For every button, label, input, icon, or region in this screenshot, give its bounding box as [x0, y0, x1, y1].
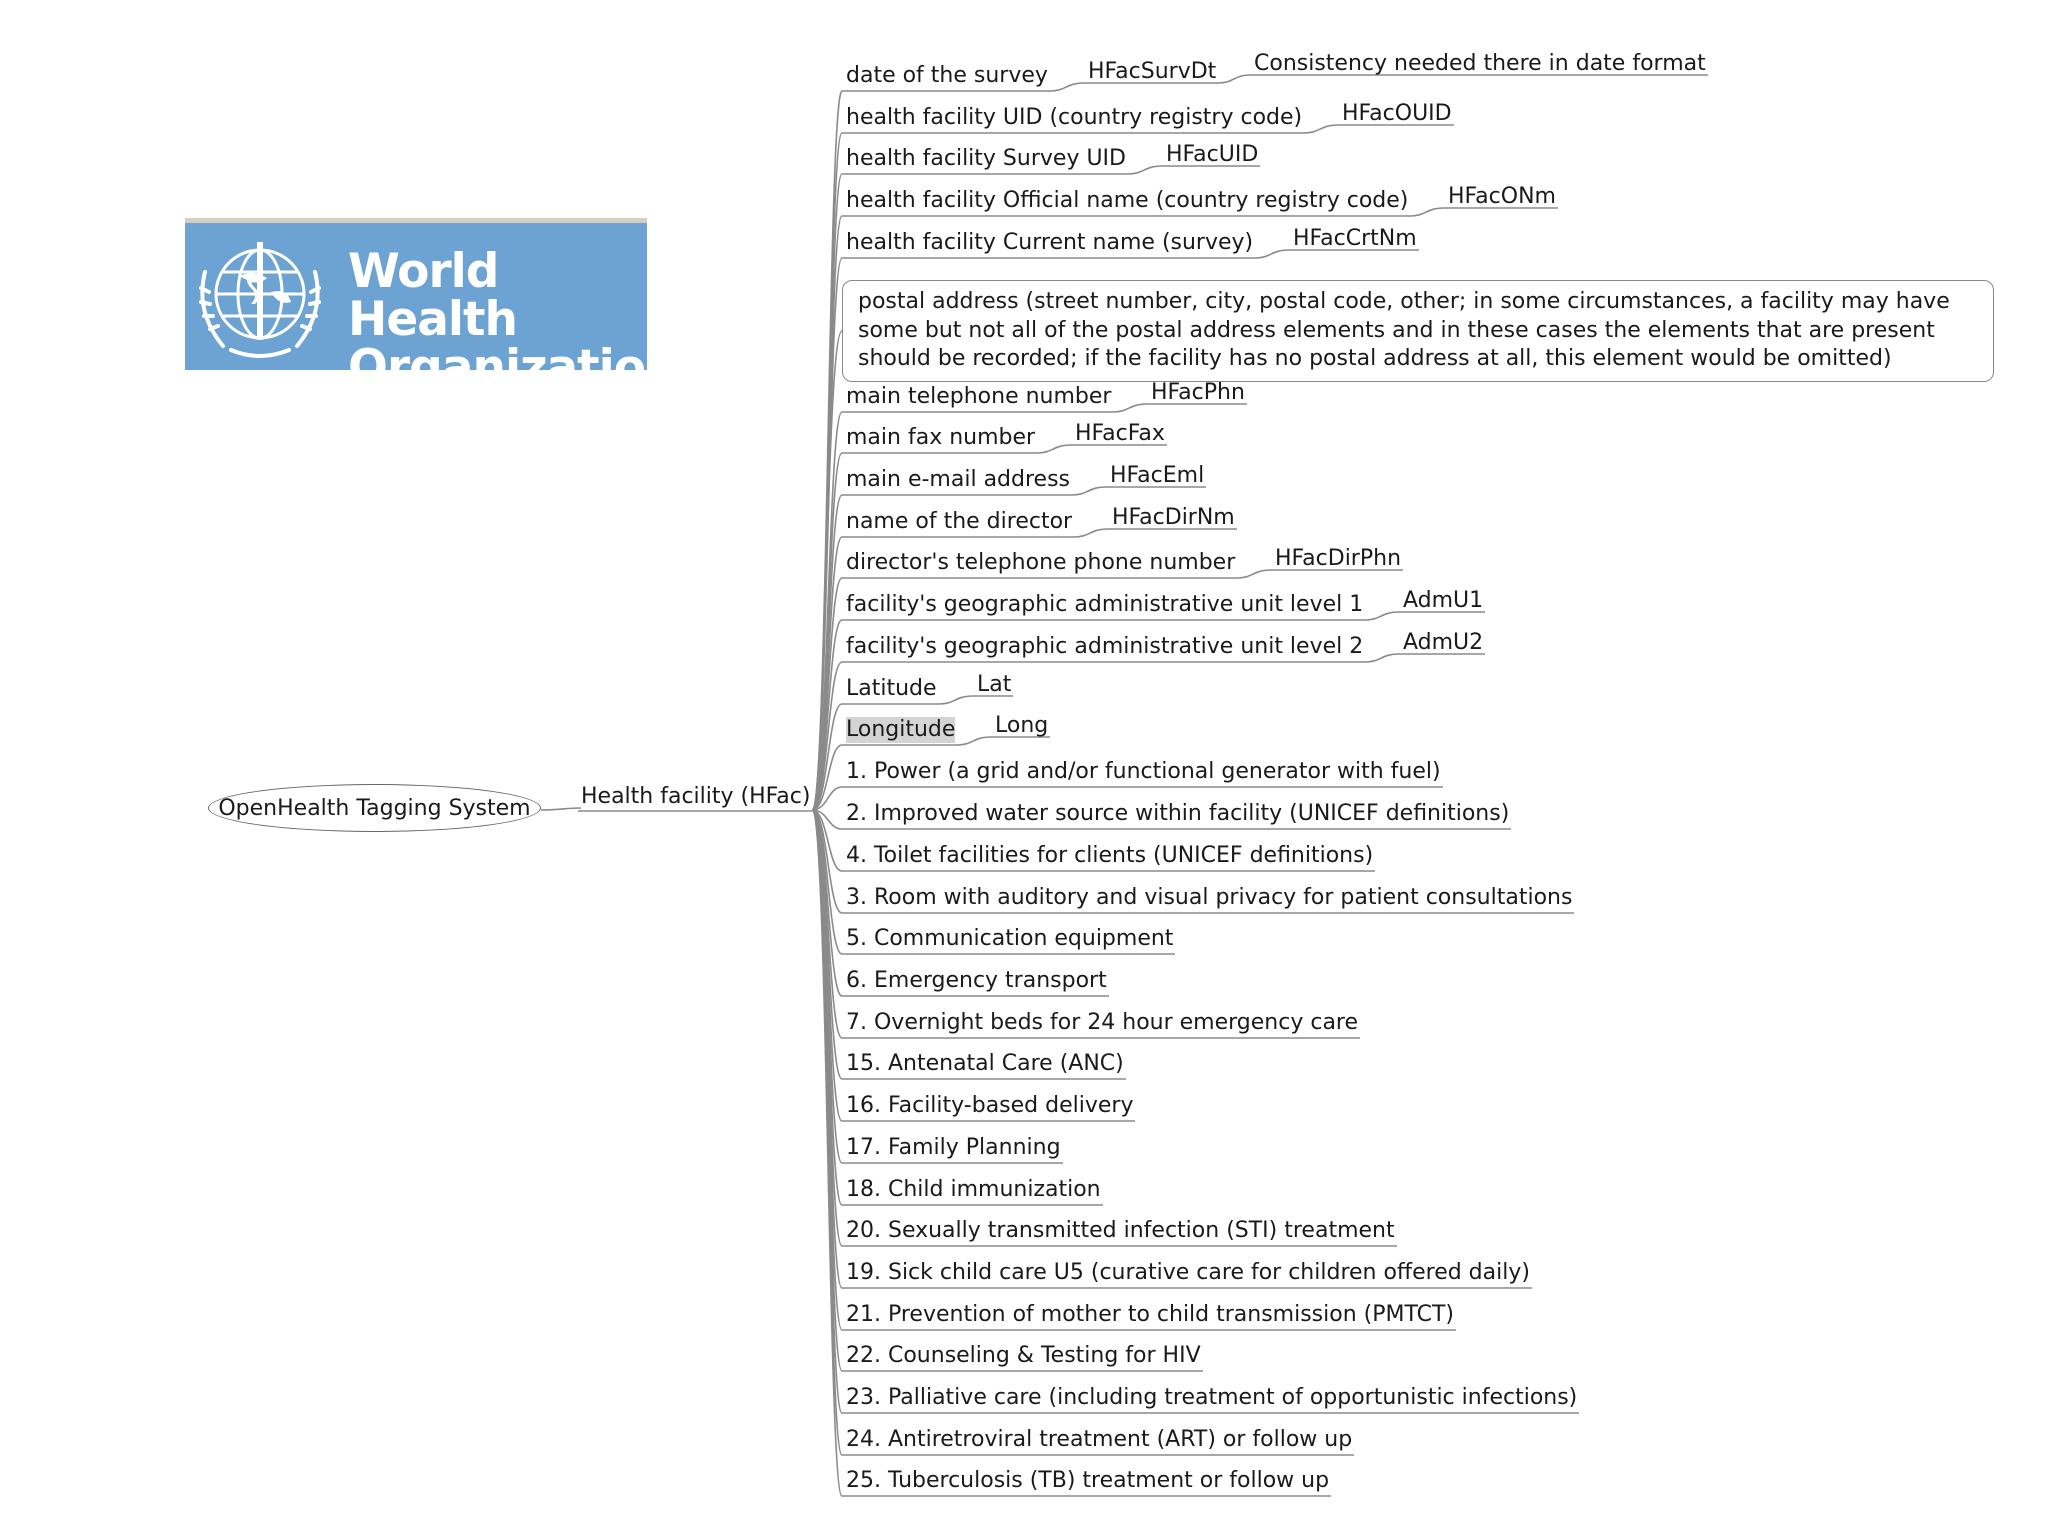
child-node-label[interactable]: facility's geographic administrative unit level 1 — [846, 592, 1364, 617]
tag-code-label[interactable]: HFacOUID — [1342, 101, 1452, 126]
child-node-label[interactable]: 18. Child immunization — [846, 1177, 1101, 1202]
edge — [1072, 487, 1106, 495]
tag-code-label[interactable]: HFacCrtNm — [1293, 226, 1417, 251]
child-node-label[interactable]: 1. Power (a grid and/or functional generator with fuel) — [846, 759, 1441, 784]
child-node-label[interactable]: 24. Antiretroviral treatment (ART) or follow up — [846, 1427, 1353, 1452]
edge — [1255, 250, 1289, 258]
child-node-label[interactable]: 6. Emergency transport — [846, 968, 1107, 993]
edge — [957, 737, 991, 745]
tag-code-label[interactable]: Long — [995, 713, 1049, 738]
edge — [1237, 570, 1271, 578]
child-node-label[interactable]: main telephone number — [846, 384, 1112, 409]
child-node-label[interactable]: 19. Sick child care U5 (curative care for children offered daily) — [846, 1260, 1530, 1285]
child-node-label[interactable]: health facility UID (country registry code) — [846, 105, 1303, 130]
tag-code-label[interactable]: AdmU1 — [1403, 588, 1484, 613]
child-node-label[interactable]: main fax number — [846, 425, 1036, 450]
child-node-label[interactable]: director's telephone phone number — [846, 550, 1236, 575]
tag-code-label[interactable]: HFacEml — [1110, 463, 1205, 488]
child-node-label[interactable]: 16. Facility-based delivery — [846, 1093, 1134, 1118]
edge — [1128, 166, 1162, 174]
child-node-label[interactable]: 3. Room with auditory and visual privacy for patient consultations — [846, 885, 1573, 910]
tag-code-label[interactable]: HFacDirNm — [1112, 505, 1235, 530]
logo-line-2: Organization — [348, 340, 678, 395]
tag-code-label[interactable]: HFacUID — [1166, 142, 1259, 167]
tag-code-label[interactable]: Lat — [977, 672, 1012, 697]
child-node-label[interactable]: 17. Family Planning — [846, 1135, 1061, 1160]
logo-line-1: World Health — [348, 244, 517, 347]
child-node-label[interactable]: 22. Counseling & Testing for HIV — [846, 1343, 1201, 1368]
child-node-label[interactable]: date of the survey — [846, 63, 1048, 88]
postal-address-node[interactable] — [842, 280, 1994, 382]
tag-code-label[interactable]: HFacSurvDt — [1088, 59, 1217, 84]
child-node-label[interactable]: main e-mail address — [846, 467, 1070, 492]
child-node-label[interactable]: 7. Overnight beds for 24 hour emergency care — [846, 1010, 1359, 1035]
postal-address-line: should be recorded; if the facility has no postal address at all, this element would be omitted) — [858, 346, 1892, 371]
child-node-label[interactable]: 15. Antenatal Care (ANC) — [846, 1051, 1124, 1076]
child-node-label[interactable]: health facility Official name (country registry code) — [846, 188, 1409, 213]
root-node-label: OpenHealth Tagging System — [218, 795, 531, 821]
tag-code-label[interactable]: HFacONm — [1448, 184, 1556, 209]
edge — [1113, 404, 1147, 412]
edge — [1365, 654, 1399, 662]
tag-code-label[interactable]: HFacDirPhn — [1275, 546, 1402, 571]
child-node-label[interactable]: 4. Toilet facilities for clients (UNICEF definitions) — [846, 843, 1374, 868]
edge — [1304, 125, 1338, 133]
tag-code-label[interactable]: AdmU2 — [1403, 630, 1484, 655]
postal-address-line: some but not all of the postal address elements and in these cases the elements that are present — [858, 317, 1935, 343]
edge — [541, 808, 581, 810]
child-node-label[interactable]: health facility Current name (survey) — [846, 230, 1254, 255]
child-node-label[interactable]: name of the director — [846, 509, 1073, 534]
child-node-label[interactable]: Latitude — [846, 676, 937, 701]
who-logo — [185, 218, 678, 395]
child-node-label[interactable]: 20. Sexually transmitted infection (STI) treatment — [846, 1218, 1395, 1243]
edge — [1074, 529, 1108, 537]
edge — [1365, 612, 1399, 620]
edge — [1410, 208, 1444, 216]
child-node-label[interactable]: 21. Prevention of mother to child transmission (PMTCT) — [846, 1302, 1455, 1327]
child-node-label[interactable]: 2. Improved water source within facility (UNICEF definitions) — [846, 801, 1510, 826]
hub-node-label[interactable]: Health facility (HFac) — [581, 784, 811, 809]
child-node-label[interactable]: facility's geographic administrative unit level 2 — [846, 634, 1364, 659]
edge — [1050, 83, 1084, 91]
child-node-label[interactable]: health facility Survey UID — [846, 146, 1126, 171]
child-node-label[interactable]: 23. Palliative care (including treatment of opportunistic infections) — [846, 1385, 1578, 1410]
who-emblem-icon — [191, 232, 329, 362]
edge — [939, 696, 973, 704]
postal-address-line: postal address (street number, city, postal code, other; in some circumstances, a facility may have — [858, 289, 1950, 314]
logo-top-strip — [185, 218, 647, 223]
child-node-label[interactable]: 5. Communication equipment — [846, 926, 1174, 951]
tag-code-label[interactable]: HFacPhn — [1151, 380, 1245, 405]
comment-node-label[interactable]: Consistency needed there in date format — [1254, 51, 1706, 76]
logo-wordmark — [348, 244, 678, 395]
edge — [1218, 75, 1250, 83]
root-node[interactable] — [208, 784, 541, 832]
child-node-label[interactable]: Longitude — [846, 717, 956, 742]
tag-code-label[interactable]: HFacFax — [1075, 421, 1165, 446]
edge — [1037, 445, 1071, 453]
child-node-label[interactable]: 25. Tuberculosis (TB) treatment or follow up — [846, 1468, 1330, 1493]
